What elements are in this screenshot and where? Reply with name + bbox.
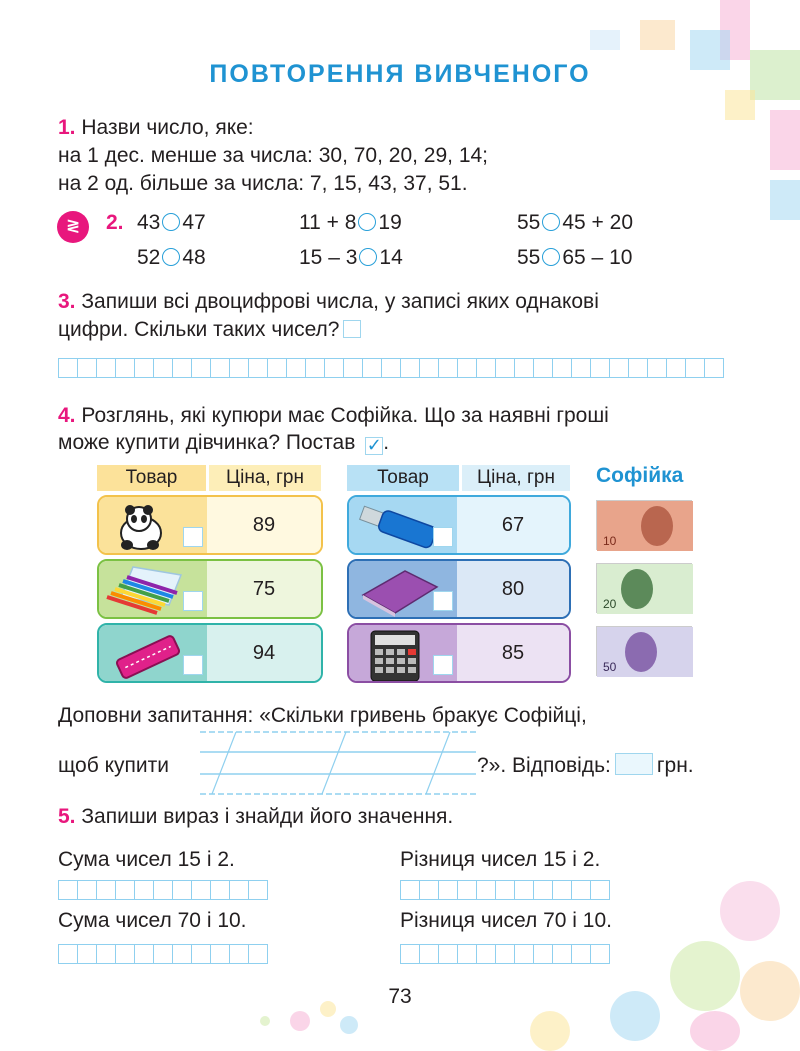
grid-cell[interactable] bbox=[305, 358, 325, 378]
grid-cell[interactable] bbox=[533, 944, 553, 964]
grid-cell[interactable] bbox=[400, 358, 420, 378]
grid-cell[interactable] bbox=[666, 358, 686, 378]
checkbox[interactable] bbox=[183, 591, 203, 611]
comparison-right: 65 – 10 bbox=[562, 246, 633, 269]
task-number: 5. bbox=[58, 805, 76, 828]
colored-pencils-icon bbox=[103, 565, 193, 619]
panda-toy-icon bbox=[103, 501, 173, 555]
task4-line1 bbox=[58, 403, 609, 429]
grid-cell[interactable] bbox=[172, 880, 192, 900]
answer-box[interactable] bbox=[615, 753, 653, 775]
grid-cell[interactable] bbox=[628, 358, 648, 378]
task1-text: Назви число, яке: bbox=[81, 116, 254, 139]
decorative-squares-top-right bbox=[470, 0, 800, 230]
comparison-left: 52 bbox=[137, 246, 161, 269]
grid-cell[interactable] bbox=[210, 944, 230, 964]
task-number: 3. bbox=[58, 290, 76, 313]
grid-cell[interactable] bbox=[191, 880, 211, 900]
grid-cell[interactable] bbox=[267, 358, 287, 378]
task5-heading bbox=[58, 804, 453, 830]
grid-cell[interactable] bbox=[495, 880, 515, 900]
grid-cell[interactable] bbox=[552, 944, 572, 964]
grid-cell[interactable] bbox=[229, 358, 249, 378]
task1-line2: на 2 од. більше за числа: 7, 15, 43, 37, 51. bbox=[58, 172, 468, 195]
answer-box[interactable] bbox=[343, 320, 361, 338]
task4-question: може купити дівчинка? Постав bbox=[58, 431, 356, 454]
checkbox[interactable] bbox=[433, 527, 453, 547]
page-title: ПОВТОРЕННЯ ВИВЧЕНОГО bbox=[209, 60, 591, 88]
check-mark-icon: ✓ bbox=[366, 435, 382, 455]
grid-cell[interactable] bbox=[495, 944, 515, 964]
grid-cell[interactable] bbox=[400, 944, 420, 964]
grid-cell[interactable] bbox=[533, 880, 553, 900]
comparison-6 bbox=[517, 245, 632, 271]
note-value: 10 bbox=[603, 534, 617, 548]
grid-cell[interactable] bbox=[248, 944, 268, 964]
grid-cell[interactable] bbox=[419, 358, 439, 378]
grid-cell[interactable] bbox=[96, 880, 116, 900]
grid-cell[interactable] bbox=[115, 880, 135, 900]
task3-text: Запиши всі двоцифрові числа, у записі яких однакові bbox=[81, 290, 599, 313]
grid-cell[interactable] bbox=[571, 880, 591, 900]
grid-cell[interactable] bbox=[476, 880, 496, 900]
grid-cell[interactable] bbox=[248, 358, 268, 378]
comparison-left: 55 bbox=[517, 211, 541, 234]
grid-cell[interactable] bbox=[362, 358, 382, 378]
grid-cell[interactable] bbox=[476, 944, 496, 964]
task2-number bbox=[106, 210, 124, 236]
item-usb-drive bbox=[347, 495, 571, 555]
grid-cell[interactable] bbox=[571, 944, 591, 964]
task-number: 4. bbox=[58, 404, 76, 427]
comparison-left: 11 + 8 bbox=[299, 211, 357, 234]
grid-cell[interactable] bbox=[381, 358, 401, 378]
item-notebook bbox=[347, 559, 571, 619]
answer-grid[interactable] bbox=[400, 944, 609, 964]
usb-drive-icon bbox=[353, 501, 443, 555]
answer-grid[interactable] bbox=[58, 944, 267, 964]
grid-cell[interactable] bbox=[58, 358, 78, 378]
header-price: Ціна, грн bbox=[462, 465, 570, 491]
comparison-5 bbox=[299, 245, 403, 271]
comparison-4 bbox=[137, 245, 206, 271]
grid-cell[interactable] bbox=[514, 880, 534, 900]
item-calculator bbox=[347, 623, 571, 683]
header-item: Товар bbox=[97, 465, 206, 491]
grid-cell[interactable] bbox=[58, 944, 78, 964]
price: 75 bbox=[252, 578, 276, 600]
expression-sum-1: Сума чисел 15 і 2. bbox=[58, 848, 235, 871]
grid-cell[interactable] bbox=[343, 358, 363, 378]
answer-grid[interactable] bbox=[58, 880, 267, 900]
comparison-left: 15 – 3 bbox=[299, 246, 358, 269]
grid-cell[interactable] bbox=[191, 944, 211, 964]
grid-cell[interactable] bbox=[552, 880, 572, 900]
grid-cell[interactable] bbox=[134, 944, 154, 964]
answer-grid[interactable] bbox=[400, 880, 609, 900]
task1-line1: на 1 дес. менше за числа: 30, 70, 20, 29, 14; bbox=[58, 144, 489, 167]
price: 80 bbox=[501, 578, 525, 600]
grid-cell[interactable] bbox=[495, 358, 515, 378]
compare-circle[interactable] bbox=[162, 248, 180, 266]
notebook-icon bbox=[353, 565, 443, 619]
grid-cell[interactable] bbox=[438, 358, 458, 378]
grid-cell[interactable] bbox=[115, 944, 135, 964]
task5-text: Запиши вираз і знайди його значення. bbox=[81, 805, 454, 828]
comparison-right: 19 bbox=[378, 211, 402, 234]
item-panda bbox=[97, 495, 323, 555]
answer-label: ?». Відповідь: bbox=[477, 754, 611, 777]
price: 85 bbox=[501, 642, 525, 664]
pencil-case-icon bbox=[103, 629, 193, 683]
grid-cell[interactable] bbox=[704, 358, 724, 378]
grid-cell[interactable] bbox=[647, 358, 667, 378]
comparison-right: 14 bbox=[379, 246, 403, 269]
grid-cell[interactable] bbox=[77, 944, 97, 964]
grid-cell[interactable] bbox=[514, 944, 534, 964]
question-line2-start: щоб купити bbox=[58, 754, 169, 777]
comparison-right: 47 bbox=[182, 211, 206, 234]
grid-cell[interactable] bbox=[248, 880, 268, 900]
compare-circle[interactable] bbox=[359, 248, 377, 266]
grid-cell[interactable] bbox=[457, 358, 477, 378]
grid-cell[interactable] bbox=[419, 880, 439, 900]
question-line2-end bbox=[477, 753, 694, 779]
grid-cell[interactable] bbox=[115, 358, 135, 378]
comparison-1 bbox=[137, 210, 206, 236]
header-price: Ціна, грн bbox=[209, 465, 321, 491]
page-number: 73 bbox=[388, 985, 412, 1008]
grid-cell[interactable] bbox=[457, 880, 477, 900]
grid-cell[interactable] bbox=[172, 944, 192, 964]
grid-cell[interactable] bbox=[590, 944, 610, 964]
grid-cell[interactable] bbox=[324, 358, 344, 378]
comparison-3 bbox=[517, 210, 633, 236]
comparison-2 bbox=[299, 210, 402, 236]
note-value: 50 bbox=[603, 660, 617, 674]
grid-cell[interactable] bbox=[229, 944, 249, 964]
grid-cell[interactable] bbox=[400, 880, 420, 900]
comparison-right: 45 + 20 bbox=[562, 211, 634, 234]
compare-circle[interactable] bbox=[162, 213, 180, 231]
unit-label: грн. bbox=[656, 754, 694, 777]
task3-question: цифри. Скільки таких чисел? bbox=[58, 318, 340, 341]
grid-cell[interactable] bbox=[229, 880, 249, 900]
banknote-20 bbox=[596, 563, 692, 613]
grid-cell[interactable] bbox=[134, 358, 154, 378]
item-pencil-case bbox=[97, 623, 323, 683]
task-number: 1. bbox=[58, 116, 76, 139]
grid-cell[interactable] bbox=[77, 880, 97, 900]
grid-cell[interactable] bbox=[172, 358, 192, 378]
price: 94 bbox=[252, 642, 276, 664]
owner-label: Софійка bbox=[596, 464, 684, 487]
grid-cell[interactable] bbox=[590, 880, 610, 900]
grid-cell[interactable] bbox=[96, 358, 116, 378]
grid-cell[interactable] bbox=[77, 358, 97, 378]
header-item: Товар bbox=[347, 465, 459, 491]
compare-circle[interactable] bbox=[358, 213, 376, 231]
task3-line2 bbox=[58, 317, 361, 343]
grid-cell[interactable] bbox=[96, 944, 116, 964]
grid-cell[interactable] bbox=[571, 358, 591, 378]
grid-cell[interactable] bbox=[685, 358, 705, 378]
grid-cell[interactable] bbox=[153, 880, 173, 900]
checkbox[interactable] bbox=[183, 527, 203, 547]
comparison-left: 55 bbox=[517, 246, 541, 269]
grid-cell[interactable] bbox=[438, 880, 458, 900]
item-pencils bbox=[97, 559, 323, 619]
grid-cell[interactable] bbox=[590, 358, 610, 378]
banknote-50 bbox=[596, 626, 692, 676]
grid-cell[interactable] bbox=[153, 944, 173, 964]
note-value: 20 bbox=[603, 597, 617, 611]
banknote-10 bbox=[596, 500, 692, 550]
comparison-left: 43 bbox=[137, 211, 161, 234]
answer-grid[interactable] bbox=[58, 358, 723, 378]
grid-cell[interactable] bbox=[153, 358, 173, 378]
grid-cell[interactable] bbox=[476, 358, 496, 378]
compare-icon: ≷ bbox=[57, 211, 89, 243]
grid-cell[interactable] bbox=[210, 358, 230, 378]
task-number: 2. bbox=[106, 211, 124, 234]
question-line1: Доповни запитання: «Скільки гривень бракує Софійці, bbox=[58, 704, 587, 727]
task1-heading bbox=[58, 115, 254, 141]
checkbox[interactable] bbox=[183, 655, 203, 675]
price: 67 bbox=[501, 514, 525, 536]
grid-cell[interactable] bbox=[438, 944, 458, 964]
grid-cell[interactable] bbox=[609, 358, 629, 378]
calculator-icon bbox=[353, 629, 443, 683]
expression-diff-2: Різниця чисел 70 і 10. bbox=[400, 909, 612, 932]
task3-line1 bbox=[58, 289, 599, 315]
grid-cell[interactable] bbox=[419, 944, 439, 964]
compare-circle[interactable] bbox=[542, 213, 560, 231]
grid-cell[interactable] bbox=[457, 944, 477, 964]
grid-cell[interactable] bbox=[533, 358, 553, 378]
writing-lines[interactable] bbox=[196, 730, 478, 796]
grid-cell[interactable] bbox=[191, 358, 211, 378]
checkbox[interactable] bbox=[433, 591, 453, 611]
grid-cell[interactable] bbox=[210, 880, 230, 900]
expression-sum-2: Сума чисел 70 і 10. bbox=[58, 909, 247, 932]
expression-diff-1: Різниця чисел 15 і 2. bbox=[400, 848, 601, 871]
grid-cell[interactable] bbox=[134, 880, 154, 900]
grid-cell[interactable] bbox=[58, 880, 78, 900]
comparison-right: 48 bbox=[182, 246, 206, 269]
grid-cell[interactable] bbox=[552, 358, 572, 378]
checkbox[interactable] bbox=[433, 655, 453, 675]
grid-cell[interactable] bbox=[286, 358, 306, 378]
task4-line2: може купити дівчинка? Постав ✓. bbox=[58, 431, 390, 455]
grid-cell[interactable] bbox=[514, 358, 534, 378]
price: 89 bbox=[252, 514, 276, 536]
task4-text: Розглянь, які купюри має Софійка. Що за наявні гроші bbox=[81, 404, 609, 427]
compare-circle[interactable] bbox=[542, 248, 560, 266]
